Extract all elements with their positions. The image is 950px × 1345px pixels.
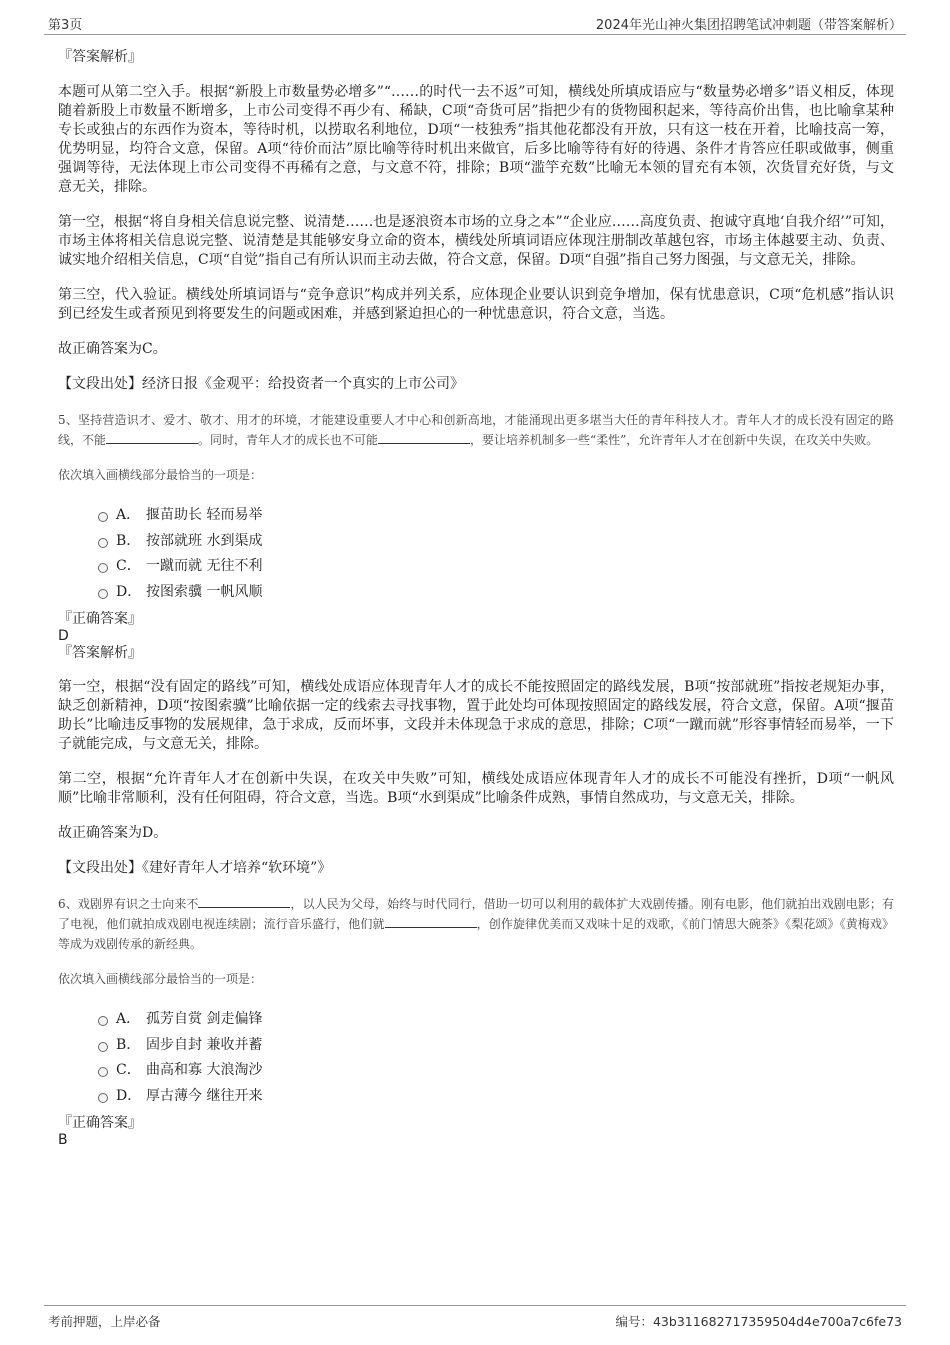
q6-options: [58, 1007, 894, 1109]
q5-number: 5、: [58, 413, 78, 427]
q5-instruction: 依次填入画横线部分最恰当的一项是：: [58, 468, 263, 482]
radio-icon[interactable]: [98, 538, 108, 548]
q6-option-b[interactable]: B． 固步自封 兼收并蓄: [58, 1033, 894, 1059]
document-code-value: 43b311682717359504d4e700a7c6fe73: [652, 1314, 902, 1329]
radio-icon[interactable]: [98, 589, 108, 599]
q5-conclusion: 故正确答案为D。: [58, 825, 168, 841]
q5-stem-part-c: ，要让培养机制多一些“柔性”，允许青年人才在创新中失误，在攻关中失败。: [470, 433, 879, 447]
question-6: [58, 894, 894, 1149]
q5-option-a[interactable]: A． 揠苗助长 轻而易举: [58, 503, 894, 529]
page-header: [44, 12, 906, 35]
q6-instruction: 依次填入画横线部分最恰当的一项是：: [58, 972, 263, 986]
q5-option-c[interactable]: C． 一蹴而就 无往不利: [58, 554, 894, 580]
q5-analysis-para1: 第一空，根据“没有固定的路线”可知，横线处成语应体现青年人才的成长不能按照固定的路线发展，B项“按部就班”指按老规矩办事，缺乏创新精神，D项“按图索骥”比喻依据一定的线索去寻找事物，置于此处均可体现按照固定的路线发展，符合文意，保留。A项“揠苗助长”比喻违反事物的发展规律，急于求成，反而坏事，文段并未体现急于求成的意思，排除；C项“一蹴而就”形容事情轻而易举，一下子就能完成，与文意无关，排除。: [58, 679, 894, 752]
q5-analysis-label: 『答案解析』: [58, 645, 142, 661]
q6-stem: [58, 894, 894, 954]
question-5: [58, 410, 894, 878]
q6-blank-1: [198, 895, 290, 908]
q6-answer: B: [58, 1132, 68, 1148]
q6-option-d[interactable]: D． 厚古薄今 继往开来: [58, 1084, 894, 1110]
q5-blank-2: [378, 431, 470, 444]
page-number: 第3页: [48, 18, 83, 33]
q5-option-b[interactable]: B． 按部就班 水到渠成: [58, 529, 894, 555]
q5-analysis-para2: 第二空，根据“允许青年人才在创新中失误，在攻关中失败”可知，横线处成语应体现青年人才的成长不可能没有挫折，D项“一帆风顺”比喻非常顺利，没有任何阻碍，符合文意，当选。B项“水到渠成”比喻条件成熟，事情自然成功，与文意无关，排除。: [58, 771, 894, 806]
q5-stem: [58, 410, 894, 450]
q6-stem-part-b: ，以人民为父母，始终与时代同行，借助一切可以利用的载体扩大戏剧传播。刚有电影，他们就拍出戏剧电影；有了电视，他们就拍成戏剧电视连续剧；流行音乐盛行，他们就: [58, 897, 894, 931]
page-footer: [44, 1305, 906, 1328]
q4-source: 【文段出处】经济日报《金观平：给投资者一个真实的上市公司》: [58, 376, 464, 392]
document-body: [58, 44, 894, 1149]
radio-icon[interactable]: [98, 563, 108, 573]
q5-options: [58, 503, 894, 605]
q5-source: 【文段出处】《建好青年人才培养“软环境”》: [58, 860, 332, 876]
radio-icon[interactable]: [98, 1093, 108, 1103]
q6-number: 6、: [58, 897, 78, 911]
q5-stem-part-b: 。同时，青年人才的成长也不可能: [198, 433, 379, 447]
document-title: 2024年光山神火集团招聘笔试冲刺题（带答案解析）: [595, 18, 902, 33]
q4-analysis: [58, 48, 894, 394]
q5-answer-label: 『正确答案』: [58, 611, 142, 627]
q6-answer-label: 『正确答案』: [58, 1115, 142, 1131]
footer-slogan: 考前押题，上岸必备: [48, 1314, 161, 1329]
radio-icon[interactable]: [98, 1067, 108, 1077]
q4-analysis-para3: 第三空，代入验证。横线处所填词语与“竞争意识”构成并列关系，应体现企业要认识到竞争增加，保有忧患意识，C项“危机感”指认识到已经发生或者预见到将要发生的问题或困难，并感到紧迫担心的一种忧患意识，符合文意，当选。: [58, 287, 894, 322]
q4-analysis-label: 『答案解析』: [58, 49, 142, 65]
radio-icon[interactable]: [98, 1042, 108, 1052]
document-code-label: 编号：: [615, 1314, 653, 1329]
q5-blank-1: [106, 431, 198, 444]
radio-icon[interactable]: [98, 512, 108, 522]
q4-analysis-para2: 第一空，根据“将自身相关信息说完整、说清楚……也是逐浪资本市场的立身之本”“企业应……高度负责、抱诚守真地‘自我介绍’”可知，市场主体将相关信息说完整、说清楚是其能够安身立命的资本，横线处所填词语应体现注册制改革越包容，市场主体越要主动、负责、诚实地介绍相关信息，C项“自觉”指自己有所认识而主动去做，符合文意，保留。D项“自强”指自己努力图强，与文意无关，排除。: [58, 214, 894, 268]
q5-option-d[interactable]: D． 按图索骥 一帆风顺: [58, 580, 894, 606]
q6-option-a[interactable]: A． 孤芳自赏 剑走偏锋: [58, 1007, 894, 1033]
q5-stem-part-a: 坚持营造识才、爱才、敬才、用才的环境，才能建设重要人才中心和创新高地，才能涌现出更多堪当大任的青年科技人才。青年人才的成长没有固定的路线，不能: [58, 413, 894, 447]
q4-analysis-para1: 本题可从第二空入手。根据“新股上市数量势必增多”“……的时代一去不返”可知，横线处所填成语应与“数量势必增多”语义相反，体现随着新股上市数量不断增多，上市公司变得不再少有、稀缺，C项“奇货可居”指把少有的货物囤积起来，等待高价出售，也比喻拿某种专长或独占的东西作为资本，等待时机，以捞取名利地位，D项“一枝独秀”指其他花都没有开放，只有这一枝在开着，比喻技高一筹，优势明显，均符合文意，保留。A项“待价而沽”原比喻等待时机出来做官，后多比喻等待有好的待遇、条件才肯答应任职或做事，侧重强调等待，无法体现上市公司变得不再稀有之意，与文意不符，排除；B项“滥竽充数”比喻无本领的冒充有本领，次货冒充好货，与文意无关，排除。: [58, 84, 894, 195]
radio-icon[interactable]: [98, 1016, 108, 1026]
q4-conclusion: 故正确答案为C。: [58, 341, 167, 357]
q6-stem-part-c: ，创作旋律优美而又戏味十足的戏歌，《前门情思大碗茶》《梨花颂》《黄梅戏》等成为戏剧传承的新经典。: [58, 917, 894, 951]
q5-answer: D: [58, 628, 69, 644]
document-code: [615, 1312, 902, 1330]
q6-blank-2: [385, 915, 477, 928]
q6-option-c[interactable]: C． 曲高和寡 大浪淘沙: [58, 1058, 894, 1084]
q6-stem-part-a: 戏剧界有识之士向来不: [77, 897, 199, 911]
